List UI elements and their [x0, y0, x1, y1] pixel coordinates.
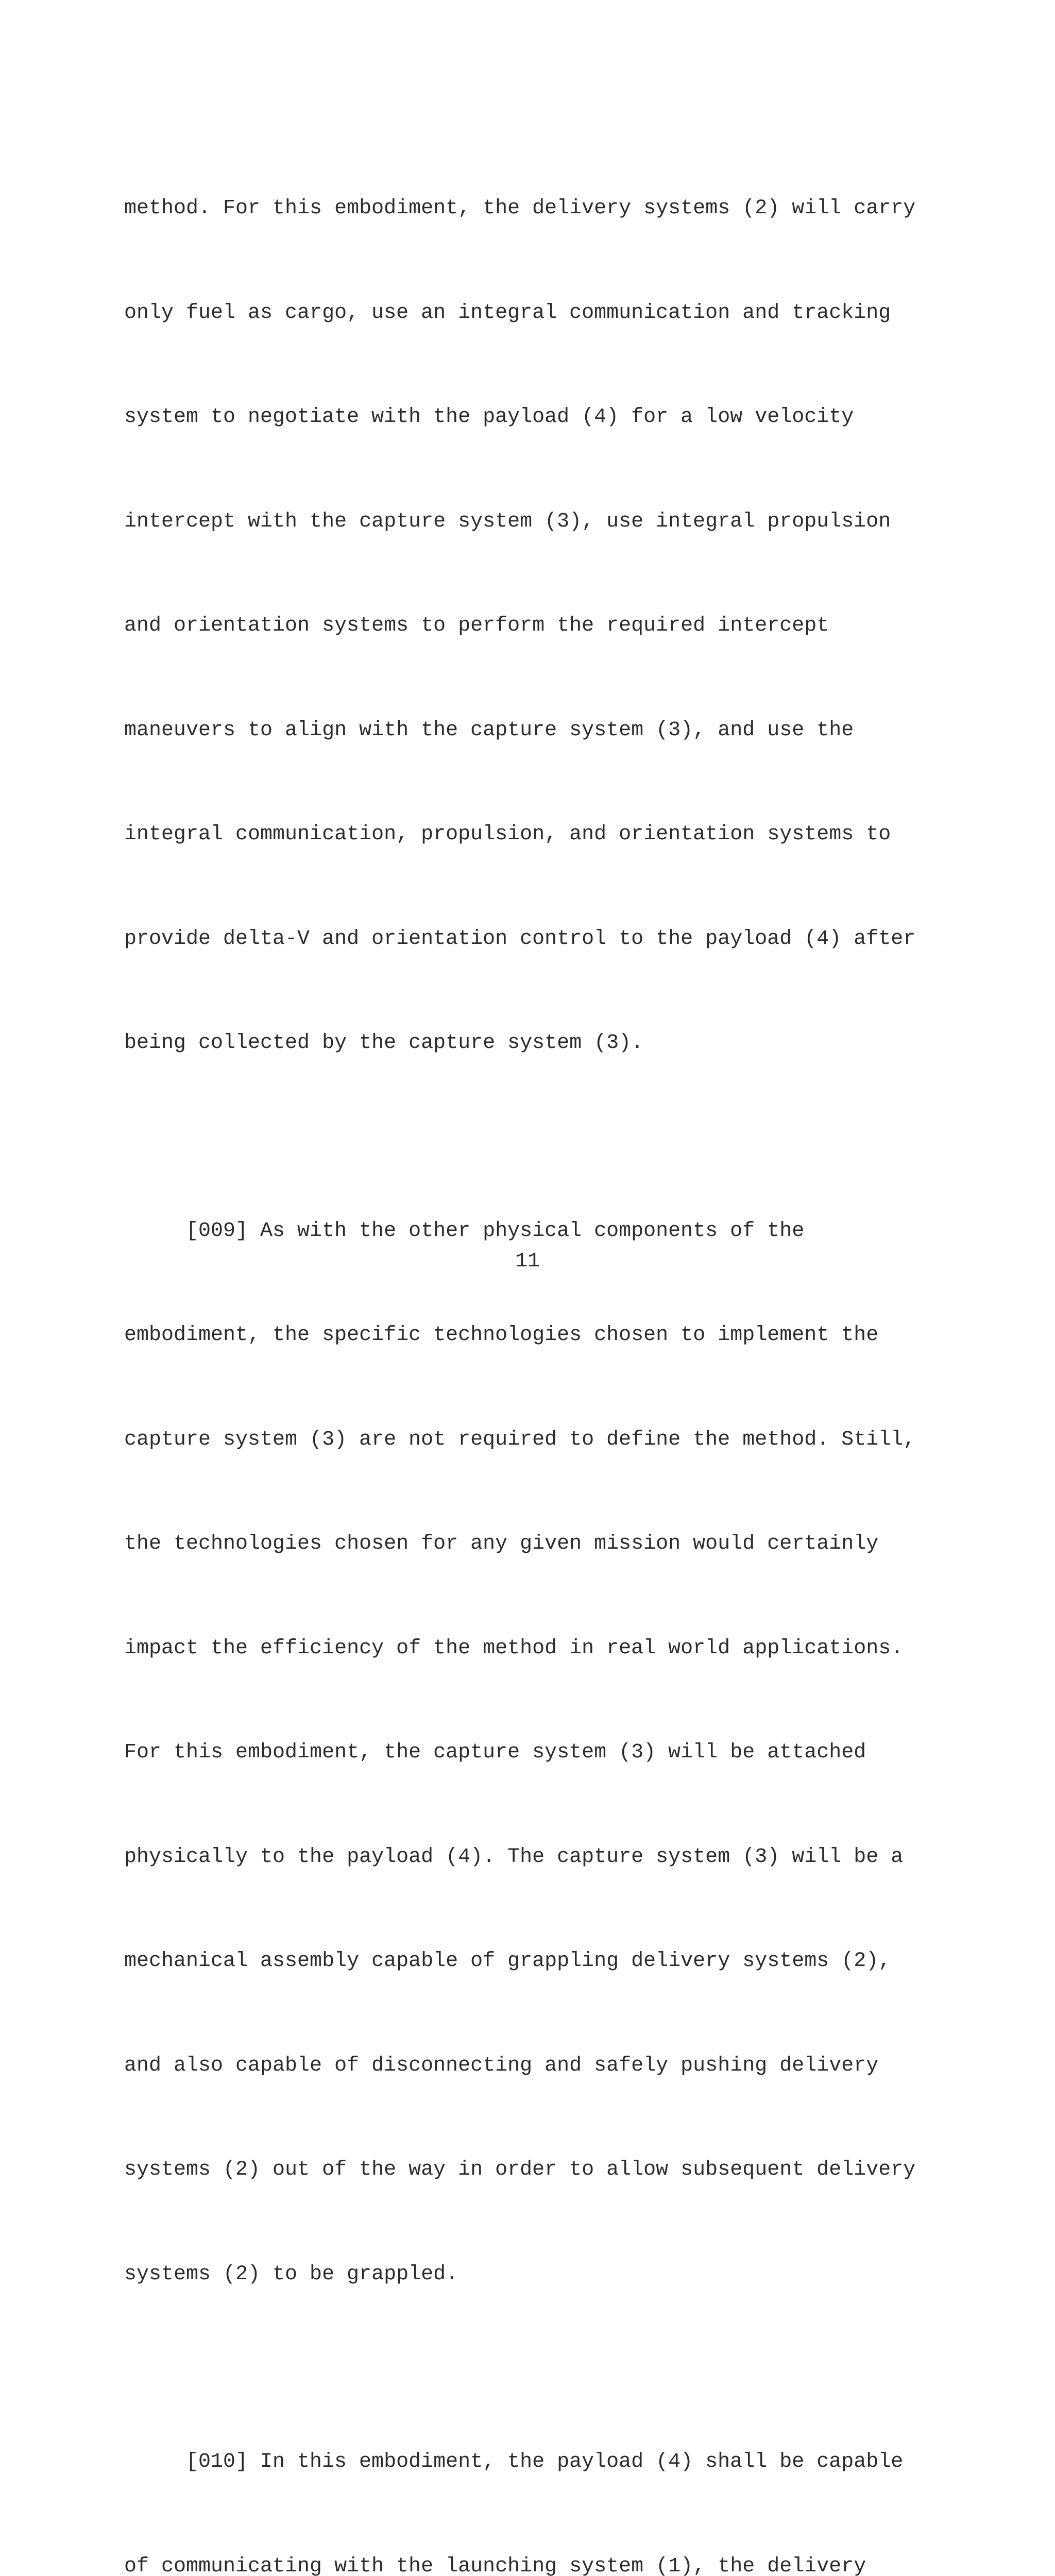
- text-line: system to negotiate with the payload (4) for a low velocity: [124, 400, 948, 435]
- text-line: systems (2) to be grappled.: [124, 2257, 948, 2292]
- text-line: and also capable of disconnecting and safely pushing delivery: [124, 2048, 948, 2083]
- text-line: intercept with the capture system (3), use integral propulsion: [124, 504, 948, 539]
- text-line: physically to the payload (4). The capture system (3) will be a: [124, 1840, 948, 1875]
- text-line: embodiment, the specific technologies chosen to implement the: [124, 1318, 948, 1353]
- text-line: mechanical assembly capable of grappling delivery systems (2),: [124, 1944, 948, 1979]
- text-line: integral communication, propulsion, and orientation systems to: [124, 817, 948, 852]
- text-line: systems (2) out of the way in order to allow subsequent delivery: [124, 2153, 948, 2188]
- page-number: 11: [0, 1246, 1055, 1277]
- text-line: method. For this embodiment, the delivery systems (2) will carry: [124, 191, 948, 226]
- text-line: maneuvers to align with the capture system (3), and use the: [124, 713, 948, 748]
- text-line: and orientation systems to perform the required intercept: [124, 608, 948, 643]
- text-line: capture system (3) are not required to define the method. Still,: [124, 1422, 948, 1458]
- text-line: [124, 1214, 948, 1249]
- text-line: only fuel as cargo, use an integral communication and tracking: [124, 296, 948, 331]
- text-line: provide delta-V and orientation control to the payload (4) after: [124, 922, 948, 957]
- body-text: [124, 122, 948, 2576]
- text-line: For this embodiment, the capture system (3) will be attached: [124, 1735, 948, 1770]
- text-line: the technologies chosen for any given mission would certainly: [124, 1527, 948, 1562]
- paragraph-010: [124, 2375, 948, 2576]
- text-line: [124, 2445, 948, 2480]
- paragraph-continuation: [124, 122, 948, 1130]
- text-line: impact the efficiency of the method in real world applications.: [124, 1631, 948, 1666]
- text-line-content: [009] As with the other physical components of the: [186, 1219, 804, 1243]
- text-line-content: [010] In this embodiment, the payload (4) shall be capable: [186, 2450, 903, 2473]
- paragraph-009: [124, 1144, 948, 2362]
- text-line: being collected by the capture system (3).: [124, 1026, 948, 1061]
- text-line: of communicating with the launching system (1), the delivery: [124, 2549, 948, 2576]
